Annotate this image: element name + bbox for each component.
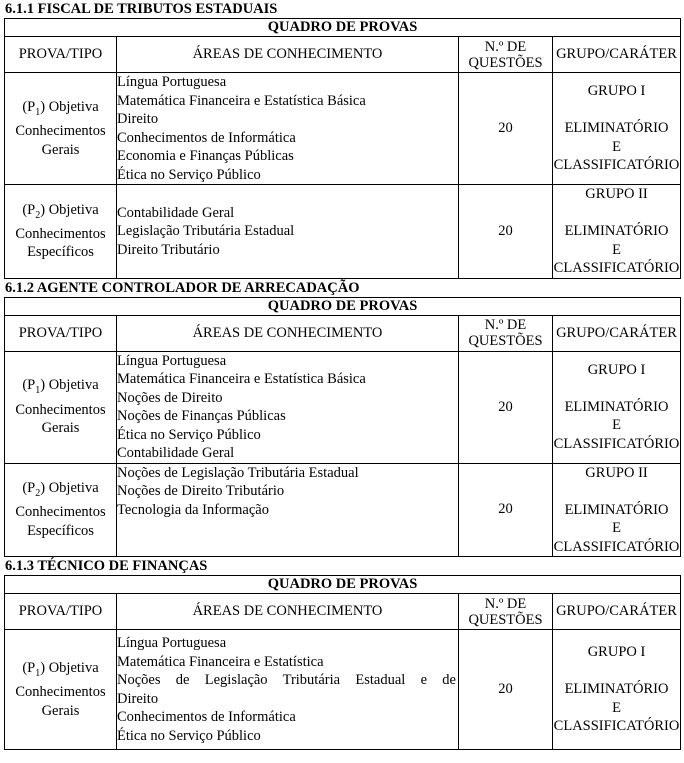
grupo-carater-cell: GRUPO II ELIMINATÓRIO E CLASSIFICATÓRIO [553,186,680,276]
list-item: Direito [117,690,159,707]
header-prova-tipo: PROVA/TIPO [5,37,117,73]
areas-cell [117,630,459,750]
prova-tipo-cell: $(P_2)$ Objetiva Conhecimentos Específicos [5,185,117,279]
table-row [5,630,681,750]
list-item: Contabilidade Geral [117,204,235,221]
list-item: Noções de Legislação Tributária Estadual [117,464,359,481]
list-item: Conhecimentos de Informática [117,709,296,725]
header-num-questoes: N.º DE QUESTÕES [459,37,553,73]
table-row [5,73,681,185]
questoes-cell: 20 [459,185,553,279]
list-item: Economia e Finanças Públicas [117,148,294,164]
questoes-cell: 20 [459,73,553,185]
prova-tipo-cell: $(P_1)$ Objetiva Conhecimentos Gerais [5,73,117,185]
areas-cell [117,351,459,463]
header-areas: ÁREAS DE CONHECIMENTO [117,315,459,351]
header-num-questoes: N.º DE QUESTÕES [459,315,553,351]
header-grupo-carater: GRUPO/CARÁTER [553,37,681,73]
areas-cell [117,185,459,279]
table-caption: QUADRO DE PROVAS [5,297,681,315]
list-item: Noções de Finanças Públicas [117,408,286,424]
prova-tipo-cell: $(P_2)$ Objetiva Conhecimentos Específicos [5,463,117,557]
list-item: Tecnologia da Informação [117,501,269,518]
grupo-carater-cell: GRUPO II ELIMINATÓRIO E CLASSIFICATÓRIO [553,464,680,555]
list-item: Ética no Serviço Público [117,166,261,183]
section-title: 6.1.3 TÉCNICO DE FINANÇAS [5,558,208,574]
grupo-carater-cell: GRUPO I ELIMINATÓRIO E CLASSIFICATÓRIO [553,73,681,185]
quadro-de-provas-table [4,18,681,279]
quadro-de-provas-table [4,575,681,750]
list-item: Matemática Financeira e Estatística Básica [117,92,366,109]
grupo-carater-cell: GRUPO I ELIMINATÓRIO E CLASSIFICATÓRIO [553,630,681,750]
list-item: Noções de Direito [117,389,223,406]
list-item: Conhecimentos de Informática [117,129,296,146]
header-grupo-carater: GRUPO/CARÁTER [553,315,681,351]
grupo-carater-cell: GRUPO I ELIMINATÓRIO E CLASSIFICATÓRIO [553,351,681,463]
header-prova-tipo: PROVA/TIPO [5,594,117,630]
list-item: Legislação Tributária Estadual [117,223,295,239]
list-item: Contabilidade Geral [117,445,235,461]
list-item: Matemática Financeira e Estatística Básica [117,371,366,387]
header-prova-tipo: PROVA/TIPO [5,315,117,351]
list-item: Noções de Legislação Tributária Estadual e de [117,672,456,688]
table-caption: QUADRO DE PROVAS [5,19,681,37]
quadro-de-provas-table [4,297,681,558]
prova-tipo-cell: $(P_1)$ Objetiva Conhecimentos Gerais [5,351,117,463]
table-caption: QUADRO DE PROVAS [5,576,681,594]
list-item: Língua Portuguesa [117,352,227,369]
areas-cell [117,463,459,557]
header-grupo-carater: GRUPO/CARÁTER [553,594,681,630]
list-item: Ética no Serviço Público [117,727,261,744]
header-num-questoes: N.º DE QUESTÕES [459,594,553,630]
header-areas: ÁREAS DE CONHECIMENTO [117,594,459,630]
list-item: Direito Tributário [117,241,220,258]
table-row [5,185,681,279]
list-item: Direito [117,111,159,127]
header-areas: ÁREAS DE CONHECIMENTO [117,37,459,73]
questoes-cell: 20 [459,463,553,557]
areas-cell [117,73,459,185]
questoes-cell: 20 [459,351,553,463]
table-row [5,351,681,463]
section-title: 6.1.1 FISCAL DE TRIBUTOS ESTADUAIS [5,1,278,17]
table-row [5,463,681,557]
list-item: Ética no Serviço Público [117,426,261,443]
section-title: 6.1.2 AGENTE CONTROLADOR DE ARRECADAÇÃO [5,279,360,296]
prova-tipo-cell: $(P_1)$ Objetiva Conhecimentos Gerais [5,630,117,750]
list-item: Noções de Direito Tributário [117,483,285,499]
list-item: Língua Portuguesa [117,74,227,90]
list-item: Língua Portuguesa [117,635,227,651]
list-item: Matemática Financeira e Estatística [117,653,324,670]
questoes-cell: 20 [459,630,553,750]
